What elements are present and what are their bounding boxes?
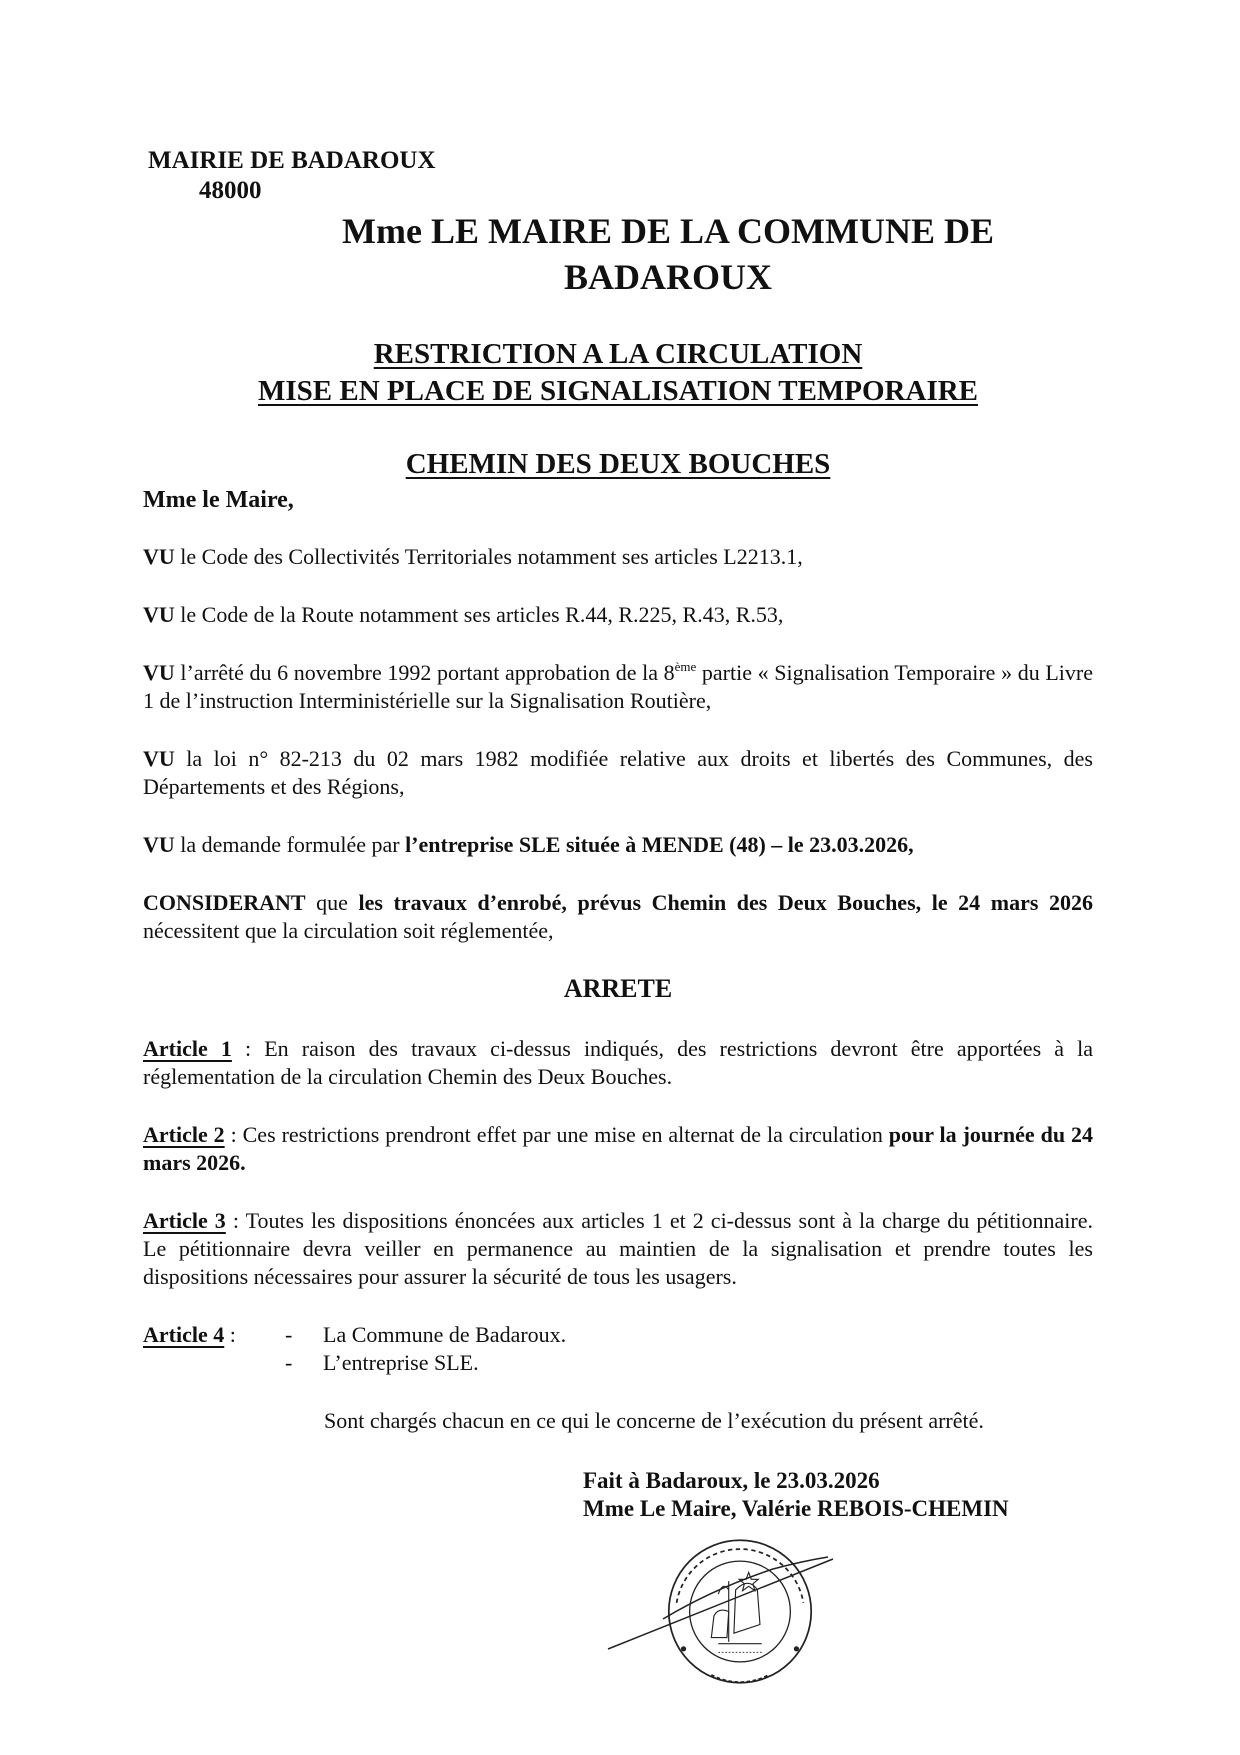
considerant-text-cont: nécessitent que la circulation soit réglementée, [143, 918, 554, 943]
signature-stroke [603, 1529, 843, 1669]
consideration-text: la demande formulée par [174, 832, 406, 857]
article-label: Article 2 [143, 1122, 225, 1147]
list-item: L’entreprise SLE. [323, 1350, 479, 1375]
article-label: Article 1 [143, 1036, 232, 1061]
vu-label: VU [143, 660, 175, 685]
location-heading-wrap [143, 446, 1093, 483]
signature-place-date: Fait à Badaroux, le 23.03.2026 [583, 1468, 880, 1493]
article-3 [143, 1207, 1093, 1291]
considerant-label: CONSIDERANT [143, 890, 306, 915]
article-4-items [285, 1321, 1093, 1377]
considerant [143, 889, 1093, 945]
article-4-item [285, 1321, 1093, 1349]
vu-label: VU [143, 602, 175, 627]
title-line-1: Mme LE MAIRE DE LA COMMUNE DE [342, 211, 994, 251]
article-label: Article 4 [143, 1322, 225, 1347]
article-label: Article 3 [143, 1208, 226, 1233]
article-colon: : [224, 1322, 236, 1347]
article-4-label-wrap [143, 1321, 285, 1377]
consideration-text: la loi n° 82-213 du 02 mars 1982 modifiée relative aux droits et libertés des Communes, des Départements et des Régions, [143, 746, 1093, 799]
signature-block [583, 1467, 1083, 1697]
article-4-closing: Sont chargés chacun en ce qui le concerne de l’exécution du présent arrêté. [324, 1408, 984, 1433]
arrete-heading: ARRETE [563, 974, 673, 1003]
list-dash: - [285, 1350, 293, 1375]
title-line-2: BADAROUX [563, 257, 772, 297]
consideration-3 [143, 659, 1093, 715]
superscript: ème [674, 659, 697, 674]
subject-block [143, 336, 1093, 410]
issuer-postal-code: 48000 [199, 177, 262, 204]
consideration-text: l’arrêté du 6 novembre 1992 portant approbation de la 8 [174, 660, 675, 685]
consideration-text: le Code des Collectivités Territoriales notamment ses articles L2213.1, [174, 544, 803, 569]
consideration-5 [143, 831, 1093, 859]
document-title [318, 208, 1018, 300]
article-4 [143, 1321, 1093, 1377]
article-1 [143, 1035, 1093, 1091]
article-text: : Toutes les dispositions énoncées aux articles 1 et 2 ci-dessus sont à la charge du pétitionnaire. Le pétitionnaire devra veiller en permanence au maintien de la signalisation et prendre toutes les dispositions nécessaires pour assurer la sécurité de tous les usagers. [143, 1208, 1094, 1289]
consideration-4 [143, 745, 1093, 801]
list-dash: - [285, 1322, 293, 1347]
consideration-text: le Code de la Route notamment ses articles R.44, R.225, R.43, R.53, [174, 602, 784, 627]
subject-line-1: RESTRICTION A LA CIRCULATION [373, 338, 863, 370]
article-2 [143, 1121, 1093, 1177]
location-heading: CHEMIN DES DEUX BOUCHES [405, 448, 831, 480]
article-4-item [285, 1349, 1093, 1377]
article-bold: pour la journée du 24 mars 2026. [143, 1122, 1094, 1175]
subject-line-2: MISE EN PLACE DE SIGNALISATION TEMPORAIRE [257, 375, 979, 407]
issuer-name: MAIRIE DE BADAROUX [148, 147, 436, 174]
vu-label: VU [143, 746, 175, 771]
list-item: La Commune de Badaroux. [323, 1322, 567, 1347]
vu-label: VU [143, 832, 175, 857]
consideration-bold: l’entreprise SLE située à MENDE (48) – le 23.03.2026, [405, 832, 914, 857]
salutation: Mme le Maire, [143, 487, 294, 513]
vu-label: VU [143, 544, 175, 569]
considerant-bold: les travaux d’enrobé, prévus Chemin des Deux Bouches, le 24 mars 2026 [358, 890, 1094, 915]
signature-signatory: Mme Le Maire, Valérie REBOIS-CHEMIN [583, 1496, 1009, 1521]
article-text: : Ces restrictions prendront effet par une mise en alternat de la circulation [224, 1122, 889, 1147]
article-text: : En raison des travaux ci-dessus indiqués, des restrictions devront être apportées à la réglementation de la circulation Chemin des Deux Bouches. [143, 1036, 1094, 1089]
consideration-text-cont: partie « Signalisation Temporaire » du Livre 1 de l’instruction Interministérielle sur la Signalisation Routière, [143, 660, 1093, 713]
consideration-1 [143, 543, 1093, 571]
consideration-2 [143, 601, 1093, 629]
considerant-text: que [305, 890, 359, 915]
